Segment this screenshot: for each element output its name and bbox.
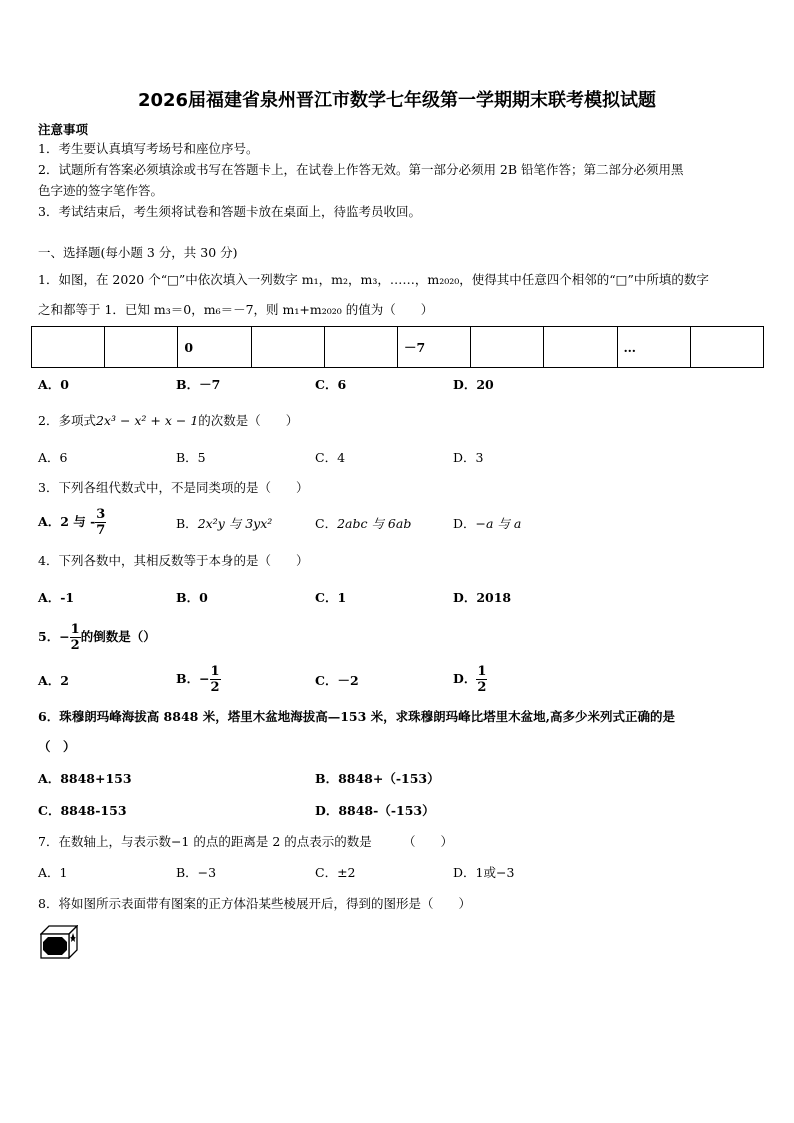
q3-option-a [38, 507, 106, 538]
q3-option-b [176, 516, 272, 532]
question-7-stem: 7．在数轴上，与表示数−1 的点的距离是 2 的点表示的数是 （ ） [38, 834, 454, 849]
q4-option-b: B．0 [176, 590, 208, 605]
q2-prefix: 2．多项式 [38, 413, 96, 428]
q2-option-d: D．3 [453, 450, 484, 465]
sequence-cell [32, 327, 105, 368]
question-6-stem: 6．珠穆朗玛峰海拔高 8848 米，塔里木盆地海拔高—153 米，求珠穆朗玛峰比塔里木盆地,高多少米列式正确的是 [38, 709, 675, 724]
question-8-stem: 8．将如图所示表面带有图案的正方体沿某些棱展开后，得到的图形是（ ） [38, 896, 471, 911]
q3-option-b-label: B． [176, 516, 198, 531]
q5-option-c: C．－2 [315, 673, 359, 688]
q7-option-d: D．1或−3 [453, 865, 515, 880]
q6-option-c: C．8848-153 [38, 803, 127, 818]
page-title: 2026届福建省泉州晋江市数学七年级第一学期期末联考模拟试题 [137, 90, 657, 111]
numerator: 1 [70, 622, 80, 637]
q6-option-d: D．8848-（-153） [315, 803, 435, 818]
sequence-cell [105, 327, 178, 368]
sequence-cell [471, 327, 544, 368]
sequence-cell [690, 327, 763, 368]
q3-option-a-label: A．2 与 - [38, 514, 96, 529]
sequence-cell: －7 [397, 327, 470, 368]
question-1-stem-cont: 之和都等于 1．已知 m₃＝0，m₆＝－7，则 m₁+m₂₀₂₀ 的值为（ ） [38, 302, 434, 317]
q1-option-d: D．20 [453, 377, 494, 392]
q5-option-d-label: D． [453, 671, 477, 686]
notice-heading: 注意事项 [38, 122, 89, 137]
question-5-stem [38, 622, 156, 653]
numerator: 3 [96, 507, 106, 522]
q5-suffix: 的倒数是（） [80, 629, 156, 644]
question-3-stem: 3．下列各组代数式中，不是同类项的是（ ） [38, 480, 309, 495]
numerator: 1 [210, 664, 220, 679]
question-4-stem: 4．下列各数中，其相反数等于本身的是（ ） [38, 553, 309, 568]
q1-option-b: B．－7 [176, 377, 221, 392]
q3-option-d-expr: −a 与 a [475, 516, 522, 531]
sequence-cell [324, 327, 397, 368]
q3-option-d-label: D． [453, 516, 476, 531]
denominator: 2 [477, 680, 487, 695]
denominator: 7 [96, 523, 106, 538]
q5-option-b-label: B．− [176, 671, 210, 686]
octagon-icon [43, 937, 67, 955]
fraction [70, 622, 81, 653]
sequence-cell [544, 327, 617, 368]
q2-option-c: C．4 [315, 450, 346, 465]
q4-option-a: A．-1 [38, 590, 75, 605]
q5-option-b [176, 664, 221, 695]
q3-option-c-label: C． [315, 516, 338, 531]
sequence-cell [251, 327, 324, 368]
q5-option-d [453, 664, 487, 695]
fraction [95, 507, 106, 538]
sequence-boxes [31, 326, 764, 368]
denominator: 2 [210, 680, 220, 695]
q7-option-b: B．−3 [176, 865, 217, 880]
q5-option-a: A．2 [38, 673, 69, 688]
q3-option-c-expr: 2abc 与 6ab [337, 516, 412, 531]
q2-option-a: A．6 [38, 450, 68, 465]
q1-option-c: C．6 [315, 377, 347, 392]
q3-option-d [453, 516, 521, 532]
denominator: 2 [70, 638, 80, 653]
notice-item: 3．考试结束后，考生须将试卷和答题卡放在桌面上，待监考员收回。 [38, 204, 421, 219]
question-1-stem: 1．如图，在 2020 个“□”中依次填入一列数字 m₁，m₂，m₃，……，m₂₀₂₀，使得其中任意四个相邻的“□”中所填的数字 [38, 272, 709, 287]
q6-option-a: A．8848+153 [38, 771, 132, 786]
q2-option-b: B．5 [176, 450, 206, 465]
q1-option-a: A．0 [38, 377, 69, 392]
q3-option-b-expr: 2x²y 与 3yx² [197, 516, 273, 531]
q6-option-b: B．8848+（-153） [315, 771, 440, 786]
sequence-cell: … [617, 327, 690, 368]
question-2-stem [38, 413, 298, 429]
q2-suffix: 的次数是（ ） [198, 413, 299, 428]
q7-option-c: C．±2 [315, 865, 356, 880]
question-6-stem-cont: （ ） [38, 739, 76, 754]
numerator: 1 [477, 664, 487, 679]
notice-item: 1．考生要认真填写考场号和座位序号。 [38, 141, 259, 156]
section-heading: 一、选择题(每小题 3 分，共 30 分) [38, 245, 238, 260]
q3-option-c [315, 516, 411, 532]
fraction [476, 664, 487, 695]
q4-option-d: D．2018 [453, 590, 512, 605]
sequence-cell: 0 [178, 327, 251, 368]
cube-figure [40, 925, 78, 959]
q4-option-c: C．1 [315, 590, 347, 605]
notice-item: 色字迹的签字笔作答。 [38, 183, 164, 198]
q2-polynomial: 2x³ − x² + x − 1 [95, 413, 199, 428]
q7-option-a: A．1 [38, 865, 68, 880]
fraction [210, 664, 221, 695]
notice-item: 2．试题所有答案必须填涂或书写在答题卡上，在试卷上作答无效。第一部分必须用 2B 铅笔作答；第二部分必须用黑 [38, 162, 684, 177]
q5-prefix: 5．− [38, 629, 70, 644]
